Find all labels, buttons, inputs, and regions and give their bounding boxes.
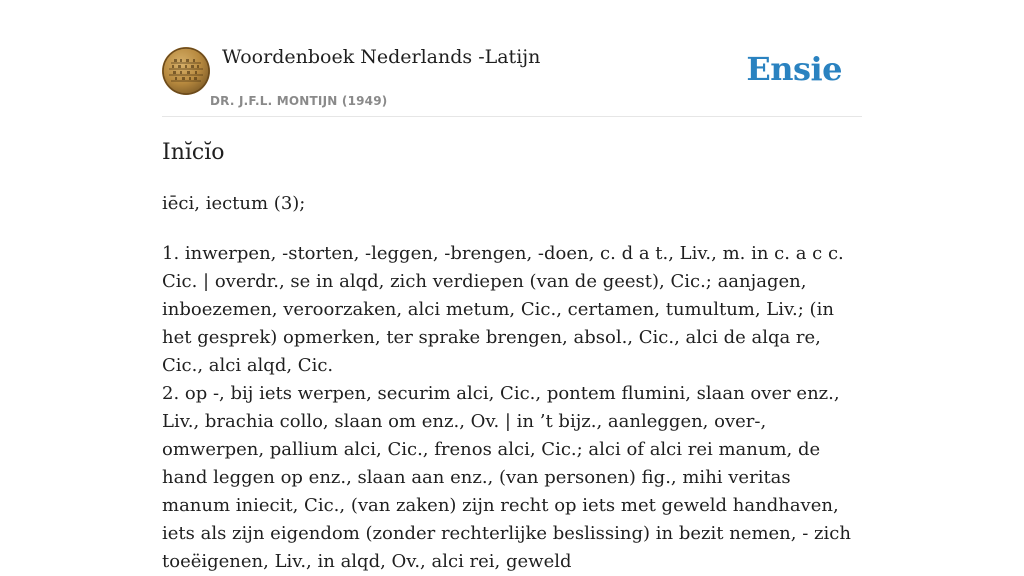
brand-logo-link[interactable]: Ensie bbox=[746, 50, 842, 88]
page-container bbox=[162, 0, 862, 572]
entry-definition bbox=[162, 240, 862, 576]
definition-sense: 2. op -, bij iets werpen, securim alci, Cic., pontem flumini, slaan over enz., Liv., brachia collo, slaan om enz., Ov. | in ’t bijz., aanleggen, over-, omwerpen, pallium alci, Cic., frenos alci, Cic.; alci of alci rei manum, de hand leggen op enz., slaan aan enz., (van personen) fig., mihi veritas manum iniecit, Cic., (van zaken) zijn recht op iets met geweld handhaven, iets als zijn eigendom (zonder rechterlijke beslissing) in bezit nemen, - zich toeëigenen, Liv., in alqd, Ov., alci rei, geweld bbox=[162, 383, 851, 572]
entry-forms: iēci, iectum (3); bbox=[162, 193, 306, 214]
book-author: DR. J.F.L. MONTIJN (1949) bbox=[210, 94, 388, 108]
header bbox=[162, 0, 862, 117]
definition-sense: 1. inwerpen, -storten, -leggen, -brengen, -doen, c. d a t., Liv., m. in c. a c c. Cic. | overdr., se in alqd, zich verdiepen (van de geest), Cic.; aanjagen, inboezemen, veroorzaken, alci metum, Cic., certamen, tumultum, Liv.; (in het gesprek) opmerken, ter sprake brengen, absol., Cic., alci de alqa re, Cic., alci alqd, Cic. bbox=[162, 243, 844, 376]
entry-headword: Inĭcĭo bbox=[162, 140, 225, 165]
book-title[interactable]: Woordenboek Nederlands -Latijn bbox=[222, 46, 541, 68]
medallion-icon[interactable] bbox=[162, 47, 210, 95]
